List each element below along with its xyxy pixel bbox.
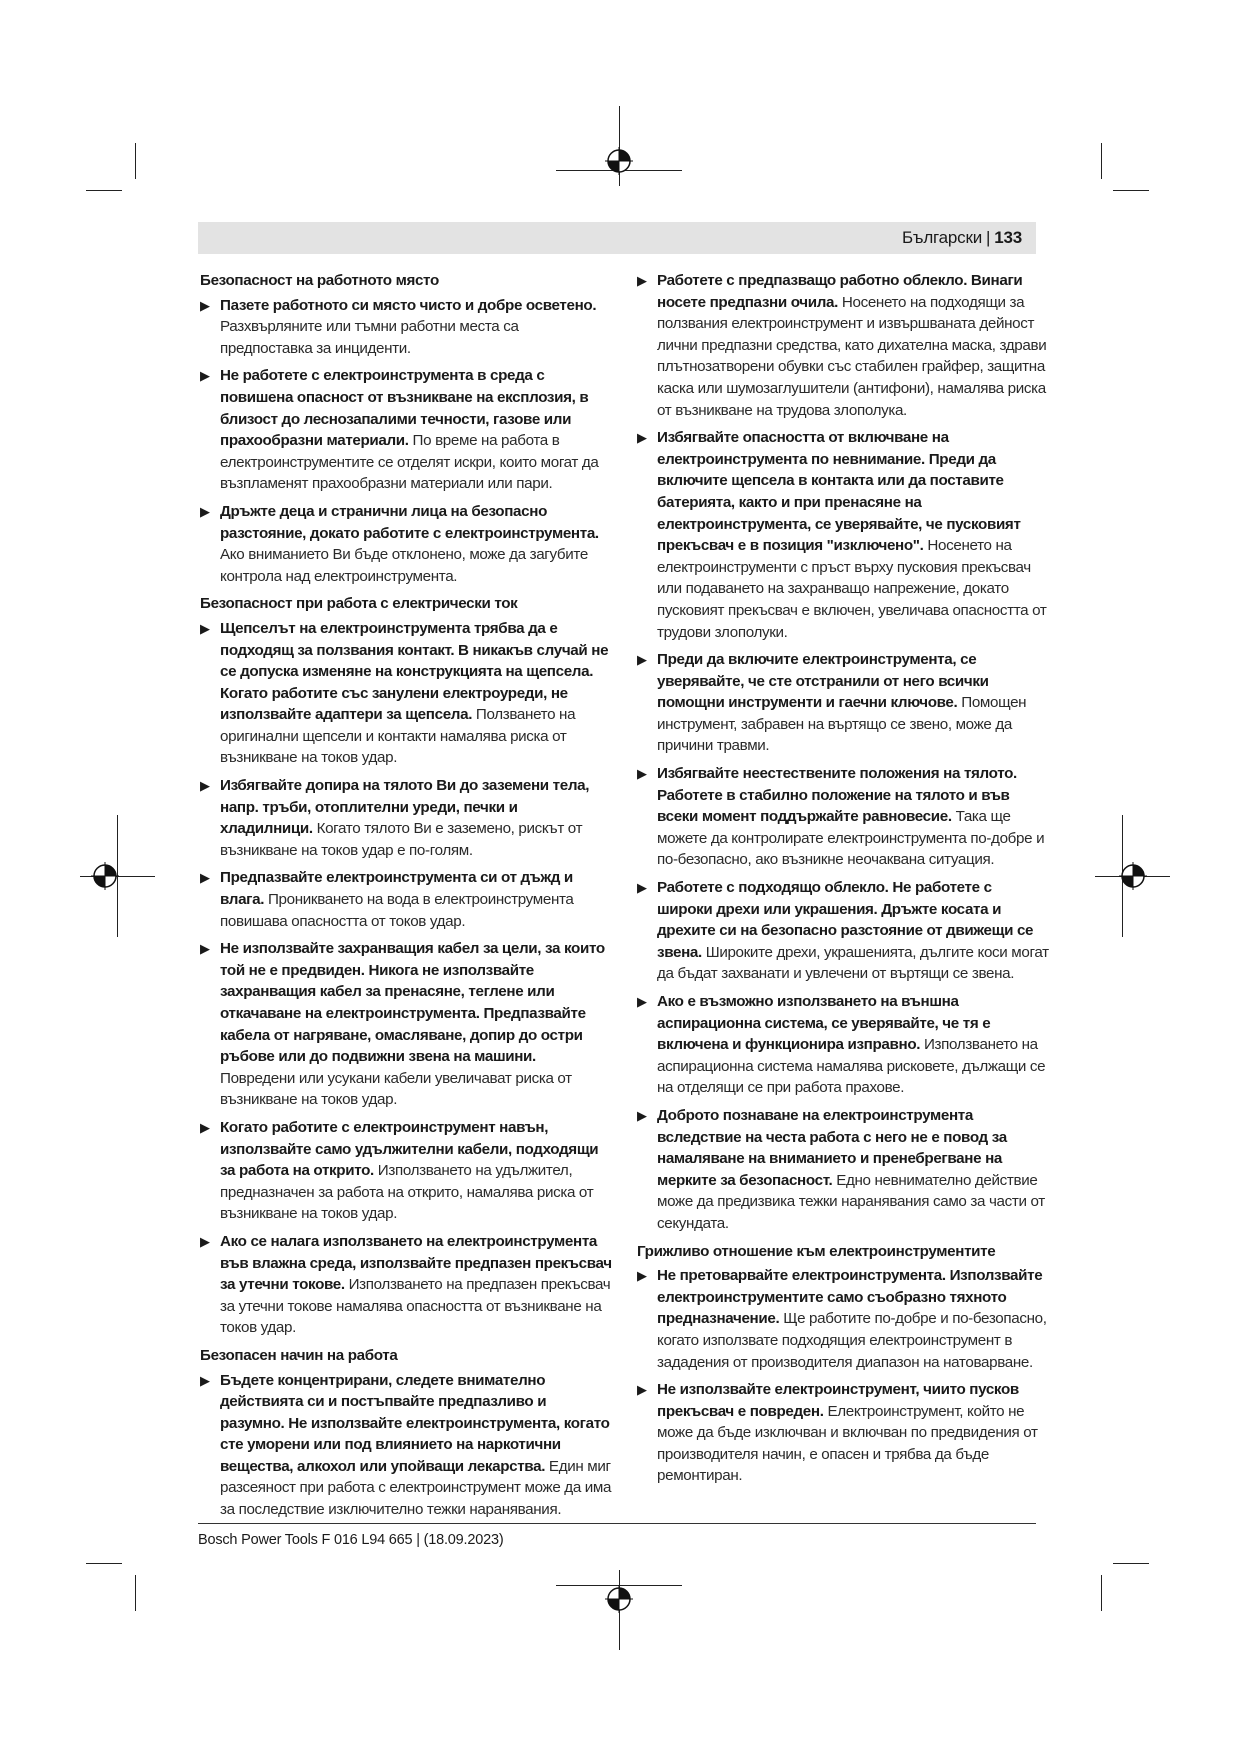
bullet-triangle-icon: ▶ <box>200 620 210 636</box>
header-language: Български <box>901 228 983 247</box>
instruction-bold-text: Предпазвайте електроинструмента си от дъжд и влага. <box>220 869 573 909</box>
footer-divider <box>198 1523 1036 1524</box>
instruction-explanation-text: Ще работите по-добре и по-безопасно, когато използвате подходящия електроинструмент в зададения от производителя диапазон на натоварване. <box>657 1310 1047 1371</box>
instruction-explanation-text: Електроинструмент, който не може да бъде изключван и включван по предвидения от производителя начин, е опасен и трябва да бъде ремонтиран. <box>657 1402 1038 1485</box>
registration-target-icon <box>605 147 633 175</box>
instruction-bold-text: Не работете с електроинструмента в среда с повишена опасност от възникване на експлозия, в близост до леснозапалими течности, газове или прахообразни материали. <box>220 367 589 450</box>
instruction-explanation-text: Използването на удължител, предназначен за работа на открито, намалява риска от възникване на токов удар. <box>220 1162 594 1223</box>
section-heading: Безопасност при работа с електрически ток <box>200 595 518 613</box>
page-footer: Bosch Power Tools F 016 L94 665 | (18.09.2023) <box>198 1532 504 1548</box>
instruction-bold-text: Ако е възможно използването на външна аспирационна система, се уверявайте, че тя е включена и функционира изправно. <box>657 993 991 1054</box>
instruction-explanation-text: Широките дрехи, украшенията, дългите коси могат да бъдат захванати и увлечени от въртящи се звена. <box>657 943 1049 983</box>
bullet-triangle-icon: ▶ <box>637 766 647 782</box>
instruction-bold-text: Ако се налага използването на електроинструмента във влажна среда, използвайте предпазен прекъсвач за утечни токове. <box>220 1232 612 1294</box>
bullet-triangle-icon: ▶ <box>637 1382 647 1398</box>
instruction-bold-text: Пазете работното си място чисто и добре осветено. <box>220 296 597 314</box>
instruction-explanation-text: Използването на аспирационна система намалява рисковете, дължащи се на отделящи се при работа прахове. <box>657 1036 1046 1097</box>
header-text: Български | 133 <box>901 228 1022 247</box>
instruction-explanation-text: Едно невнимателно действие може да предизвика тежки наранявания само за части от секундата. <box>657 1171 1045 1232</box>
safety-instruction <box>200 867 612 932</box>
instruction-explanation-text: Помощен инструмент, забравен на въртящо се звено, може да причини травми. <box>657 694 1027 755</box>
bullet-triangle-icon: ▶ <box>637 1268 647 1284</box>
safety-instruction <box>637 1265 1049 1373</box>
crop-mark <box>1113 1563 1149 1564</box>
bullet-triangle-icon: ▶ <box>200 1372 210 1388</box>
registration-target-icon <box>91 862 119 890</box>
safety-instruction <box>200 501 612 587</box>
instruction-explanation-text: Един миг разсеяност при работа с електроинструмент може да има за последствие изключително тежки наранявания. <box>220 1457 612 1519</box>
instruction-bold-text: Не използвайте електроинструмент, чиито пусков прекъсвач е повреден. <box>657 1381 1019 1420</box>
section-heading: Грижливо отношение към електроинструментите <box>637 1242 996 1260</box>
crop-mark <box>135 143 136 179</box>
section-heading: Безопасност на работното място <box>200 272 439 289</box>
bullet-triangle-icon: ▶ <box>200 1233 210 1249</box>
safety-instruction <box>200 938 612 1111</box>
left-column <box>200 270 612 1527</box>
section-heading: Безопасен начин на работа <box>200 1346 398 1364</box>
bullet-triangle-icon: ▶ <box>637 1107 647 1123</box>
safety-instruction <box>637 649 1049 757</box>
instruction-explanation-text: Носенето на подходящи за ползвания електроинструмент и извършваната дейност лични предпазни средства, като дихателна маска, здрави плътнозатворени обувки със стабилен грайфер, защитна каска или шумозаглушители (антифони), намалява риска от възникване на трудова злополука. <box>657 293 1047 419</box>
safety-instruction <box>200 1370 612 1521</box>
bullet-triangle-icon: ▶ <box>637 430 647 446</box>
instruction-explanation-text: По време на работа в електроинструментите се отделят искри, които могат да възпламенят прахообразни материали или пари. <box>220 432 599 493</box>
safety-instruction <box>200 618 612 769</box>
crop-mark <box>86 1563 122 1564</box>
instruction-bold-text: Работете с предпазващо работно облекло. Винаги носете предпазни очила. <box>657 272 1023 311</box>
instruction-bold-text: Не използвайте захранващия кабел за цели, за които той не е предвиден. Никога не използвайте захранващия кабел за пренасяне, теглене или откачаване на електроинструмента. Предпазвайте кабела от нагряване, омасляване, допир до остри ръбове или до подвижни звена на машини. <box>220 940 605 1066</box>
instruction-bold-text: Щепселът на електроинструмента трябва да е подходящ за ползвания контакт. В никакъв случай не се допуска изменяне на конструкцията на щепсела. Когато работите със занулени електроуреди, не използвайте адаптери за щепсела. <box>220 619 609 724</box>
bullet-triangle-icon: ▶ <box>200 870 210 886</box>
safety-instruction <box>200 1117 612 1225</box>
safety-instruction <box>637 1379 1049 1487</box>
bullet-triangle-icon: ▶ <box>200 297 210 313</box>
safety-instruction <box>200 365 612 495</box>
safety-instruction <box>637 427 1049 643</box>
safety-instruction <box>200 1231 612 1339</box>
bullet-triangle-icon: ▶ <box>200 941 210 957</box>
bullet-triangle-icon: ▶ <box>637 273 647 288</box>
safety-instruction <box>637 877 1049 985</box>
safety-instruction <box>637 1105 1049 1235</box>
instruction-explanation-text: Ползването на оригинални щепсели и контакти намалява риска от възникване на токов удар. <box>220 706 576 767</box>
crop-mark <box>1101 1575 1102 1611</box>
instruction-bold-text: Когато работите с електроинструмент навън, използвайте само удължителни кабели, подходящи за работа на открито. <box>220 1118 599 1180</box>
bullet-triangle-icon: ▶ <box>200 778 210 794</box>
crop-mark <box>86 190 122 191</box>
instruction-bold-text: Доброто познаване на електроинструмента вследствие на честа работа с него не е повод за намаляване на вниманието и пренебрегване на мерките за безопасност. <box>657 1106 1007 1189</box>
instruction-explanation-text: Когато тялото Ви е заземено, рискът от възникване на токов удар е по-голям. <box>220 820 583 859</box>
instruction-bold-text: Избягвайте неестествените положения на тялото. Работете в стабилно положение на тялото и във всеки момент поддържайте равновесие. <box>657 765 1017 826</box>
instruction-bold-text: Не претоварвайте електроинструмента. Използвайте електроинструментите само съобразно тяхното предназначение. <box>657 1267 1043 1328</box>
bullet-triangle-icon: ▶ <box>637 652 647 668</box>
bullet-triangle-icon: ▶ <box>200 368 210 384</box>
registration-target-icon <box>605 1585 633 1613</box>
crop-mark <box>1113 190 1149 191</box>
crop-mark <box>135 1575 136 1611</box>
registration-target-icon <box>1119 862 1147 890</box>
safety-instruction <box>637 270 1049 421</box>
instruction-explanation-text: Ако вниманието Ви бъде отклонено, може да загубите контрола над електроинструмента. <box>220 546 588 585</box>
safety-instruction <box>637 991 1049 1099</box>
bullet-triangle-icon: ▶ <box>637 994 647 1009</box>
instruction-bold-text: Избягвайте опасността от включване на електроинструмента по невнимание. Преди да включите щепсела в контакта или да поставите батерията, както и при пренасяне на електроинструмента, се уверявайте, че пусковият прекъсвач е в позиция "изключено". <box>657 429 1021 555</box>
safety-instruction <box>637 763 1049 871</box>
instruction-explanation-text: Така ще можете да контролирате електроинструмента по-добре и по-безопасно, ако възникне неочаквана ситуация. <box>657 808 1045 869</box>
bullet-triangle-icon: ▶ <box>200 503 210 519</box>
instruction-explanation-text: Проникването на вода в електроинструмента повишава опасността от токов удар. <box>220 891 574 930</box>
instruction-bold-text: Дръжте деца и странични лица на безопасно разстояние, докато работите с електроинструмента. <box>220 502 599 542</box>
instruction-bold-text: Преди да включите електроинструмента, се уверявайте, че сте отстранили от него всички помощни инструменти и гаечни ключове. <box>657 651 989 712</box>
bullet-triangle-icon: ▶ <box>200 1119 210 1135</box>
instruction-bold-text: Бъдете концентрирани, следете внимателно действията си и постъпвайте предпазливо и разумно. Не използвайте електроинструмента, когато сте уморени или под влиянието на наркотични вещества, алкохол или упойващи лекарства. <box>220 1371 610 1475</box>
page-number: 133 <box>994 228 1022 247</box>
instruction-explanation-text: Използването на предпазен прекъсвач за утечни токове намалява опасността от възникване на токов удар. <box>220 1276 611 1337</box>
instruction-explanation-text: Повредени или усукани кабели увеличават риска от възникване на токов удар. <box>220 1069 572 1109</box>
instruction-bold-text: Избягвайте допира на тялото Ви до заземени тела, напр. тръби, отоплителни уреди, печки и хладилници. <box>220 777 590 838</box>
instruction-bold-text: Работете с подходящо облекло. Не работете с широки дрехи или украшения. Дръжте косата и дрехите си на безопасно разстояние от движещи се звена. <box>657 879 1034 961</box>
instruction-explanation-text: Носенето на електроинструменти с пръст върху пусковия прекъсвач или подаването на захранващо напрежение, докато пусковият прекъсвач е включен, увеличава опасността от трудови злополуки. <box>657 537 1047 641</box>
instruction-explanation-text: Разхвърляните или тъмни работни места са предпоставка за инциденти. <box>220 318 519 357</box>
page-header <box>198 222 1036 254</box>
safety-instruction <box>200 295 612 360</box>
right-column <box>637 270 1049 1493</box>
crop-mark <box>1101 143 1102 179</box>
bullet-triangle-icon: ▶ <box>637 880 647 896</box>
safety-instruction <box>200 775 612 861</box>
